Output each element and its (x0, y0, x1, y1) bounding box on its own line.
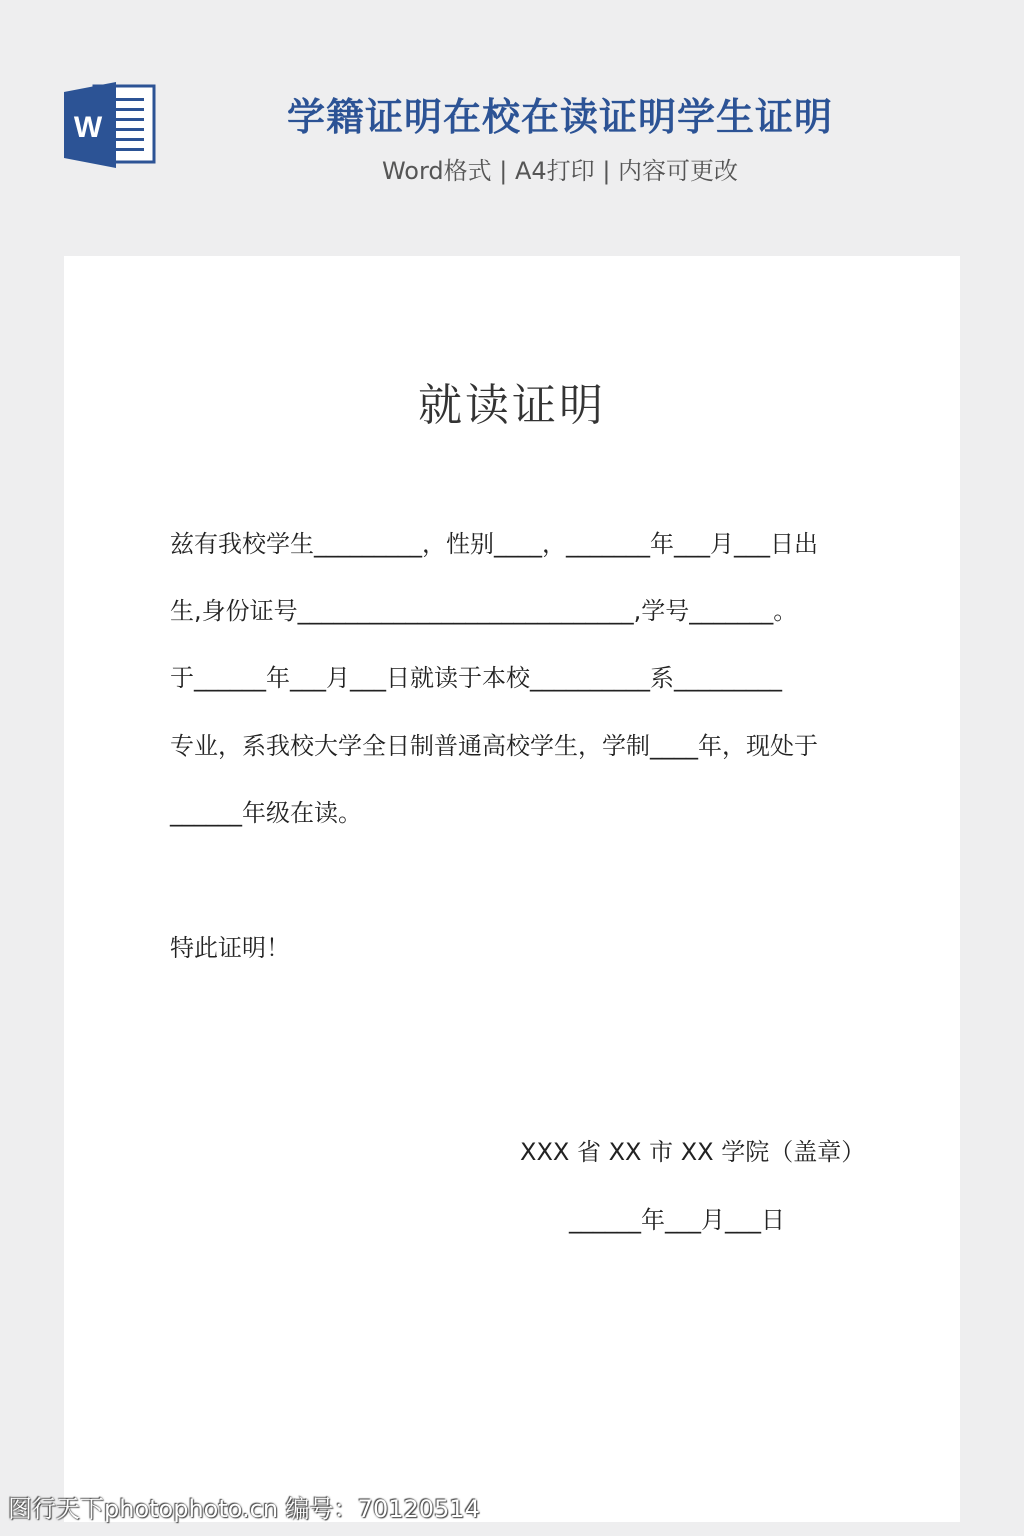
word-document-icon (64, 82, 156, 168)
signature-institution: XXX 省 XX 市 XX 学院（盖章） (520, 1138, 866, 1166)
document-body-line-2: 生,身份证号____________________________,学号_______。 (170, 597, 798, 625)
watermark: 图行天下photophoto.cn 编号：70120514 (8, 1495, 480, 1523)
signature-date: ______年___月___日 (569, 1206, 785, 1234)
header-subtitle: Word格式 | A4打印 | 内容可更改 (381, 157, 739, 185)
document-title: 就读证明 (418, 380, 606, 431)
document-page (64, 256, 960, 1522)
svg-text:W: W (73, 111, 103, 144)
header-title: 学籍证明在校在读证明学生证明 (286, 95, 833, 139)
document-body-line-1: 兹有我校学生_________，性别____，_______年___月___日出 (170, 530, 818, 558)
document-closing: 特此证明！ (170, 934, 290, 962)
page-header (0, 0, 1024, 240)
document-body-line-4: 专业，系我校大学全日制普通高校学生，学制____年，现处于 (170, 732, 818, 760)
document-body-line-5: ______年级在读。 (170, 799, 362, 827)
document-body-line-3: 于______年___月___日就读于本校__________系_________ (170, 664, 782, 692)
